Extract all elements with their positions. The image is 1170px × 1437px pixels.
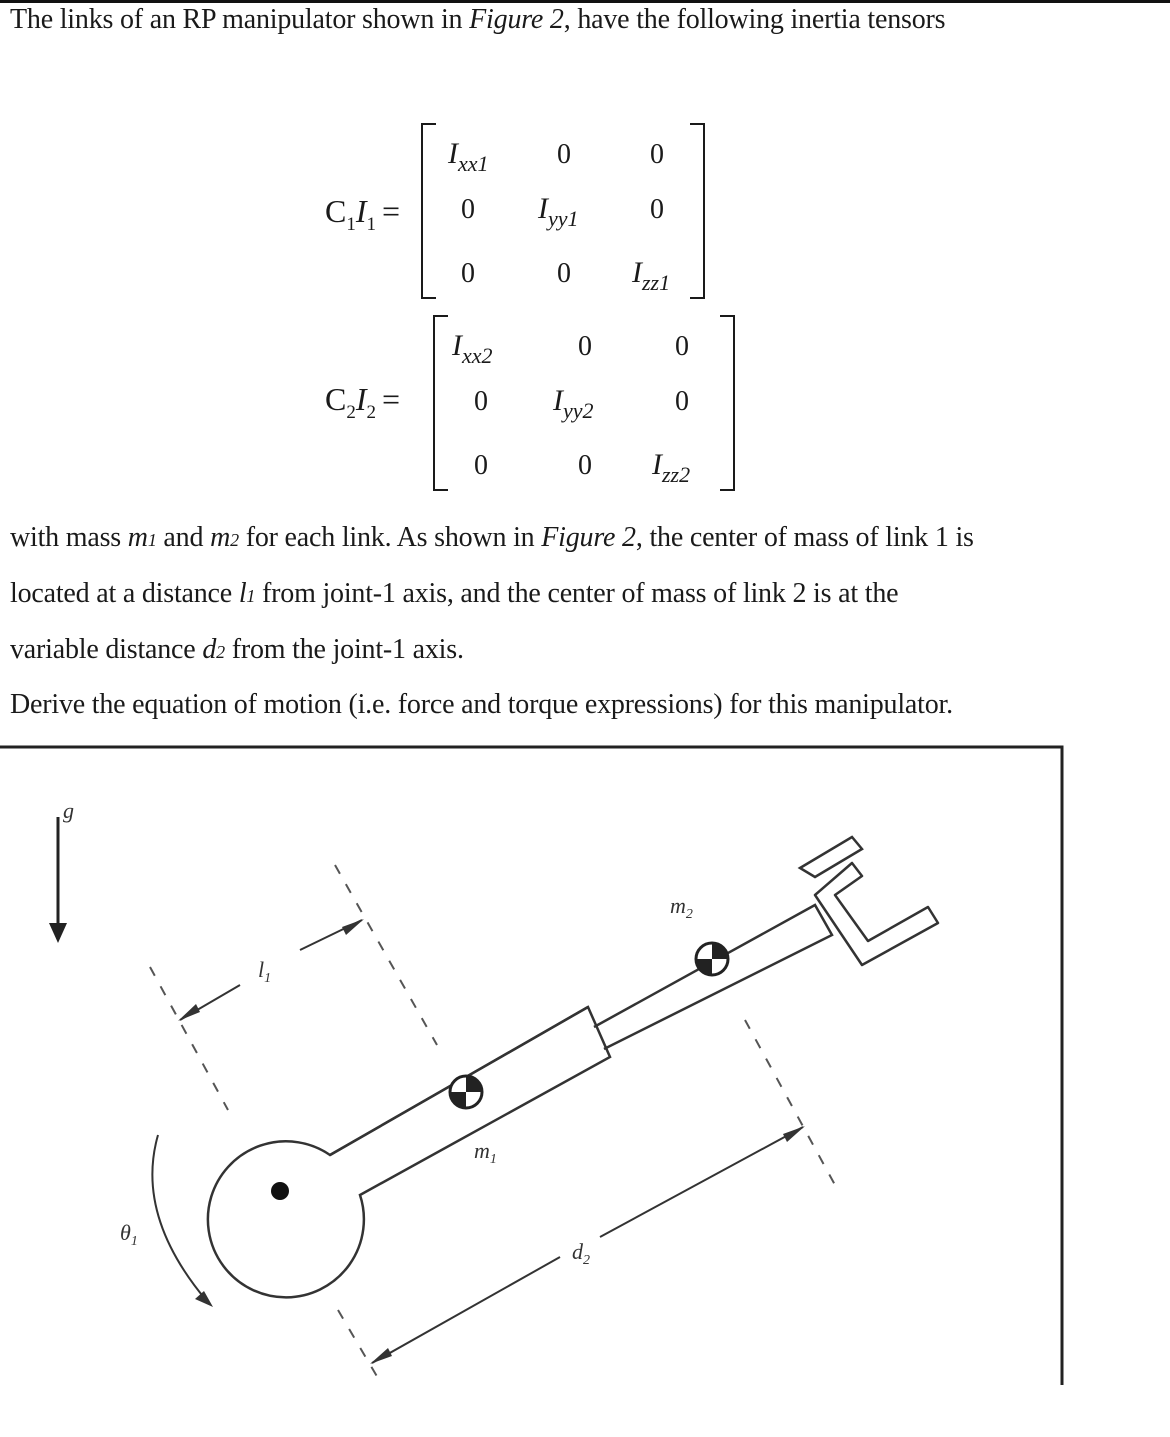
- tensor1-left-bracket: [422, 124, 436, 298]
- tensor2-left-bracket: [434, 316, 448, 490]
- svg-text:d2: $d_2$: [572, 1239, 590, 1268]
- task-line: Derive the equation of motion (i.e. force and torque expressions) for this manipulator.: [10, 689, 953, 720]
- tensor2-cell-12: 0: [578, 331, 592, 362]
- theta-1-rotation-arrow: [120, 1135, 213, 1307]
- m2-label: $m_2$: [670, 893, 693, 922]
- tensor2-cell-21: 0: [474, 386, 488, 417]
- gripper: [815, 863, 938, 965]
- tensor1-izz: $I_{zz1}$: [632, 256, 671, 295]
- tensor-1: [325, 124, 704, 298]
- svg-text:θ1: $\theta_1$: [120, 1220, 138, 1249]
- dimension-l1: [178, 919, 364, 1021]
- tensor1-cell-32: 0: [557, 258, 571, 289]
- figure-ref-2: Figure 2: [541, 522, 636, 553]
- joint-1-axis: [271, 1182, 289, 1200]
- tensor2-ixx: $I_{xx2}$: [452, 329, 493, 368]
- svg-text:l1: $l_1$: [258, 957, 272, 986]
- tensor-2: [325, 316, 734, 490]
- tensor2-iyy: $I_{yy2}$: [553, 384, 594, 423]
- tensor2-lhs: $C_2I_2$ =: [325, 381, 401, 423]
- link-1: [208, 1007, 610, 1297]
- tensor2-right-bracket: [720, 316, 734, 490]
- tensor1-cell-12: 0: [557, 139, 571, 170]
- center-of-mass-1: [450, 1076, 482, 1108]
- tensor1-lhs: $C_1I_1$ =: [325, 193, 401, 235]
- gravity-label: g: [63, 798, 74, 823]
- intro-text-b: , have the following inertia tensors: [563, 4, 946, 35]
- tensor2-cell-13: 0: [675, 331, 689, 362]
- m1-label: $m_1$: [474, 1138, 497, 1167]
- figure-ref: Figure 2: [469, 4, 564, 35]
- tensor1-iyy: $I_{yy1}$: [538, 192, 579, 231]
- tensor1-cell-23: 0: [650, 194, 664, 225]
- tensor2-cell-31: 0: [474, 450, 488, 481]
- figure-2-rp-manipulator: [0, 745, 1170, 1395]
- tensor2-cell-32: 0: [578, 450, 592, 481]
- intro-text-a: The links of an RP manipulator shown in: [10, 4, 470, 35]
- tensor2-izz: $I_{zz2}$: [652, 448, 691, 487]
- dimension-d2: [370, 1126, 805, 1364]
- tensor1-cell-13: 0: [650, 139, 664, 170]
- body-line-2: located at a distance l1 from joint-1 axis, and the center of mass of link 2 is at the: [10, 578, 899, 609]
- tensor2-cell-23: 0: [675, 386, 689, 417]
- gravity-arrow: [49, 798, 74, 943]
- inertia-tensors: [0, 0, 1170, 500]
- body-line-3: variable distance d2 from the joint-1 axis.: [10, 634, 464, 665]
- tensor1-ixx: $I_{xx1}$: [448, 137, 489, 176]
- tensor1-cell-31: 0: [461, 258, 475, 289]
- tensor1-right-bracket: [690, 124, 704, 298]
- dimension-extension-lines: [150, 865, 835, 1385]
- tensor1-cell-21: 0: [461, 194, 475, 225]
- link-2: [594, 905, 832, 1049]
- center-of-mass-2: [696, 943, 728, 975]
- body-line-1: with mass m1 and m2 for each link. As shown in Figure 2, the center of mass of link 1 is: [10, 522, 974, 553]
